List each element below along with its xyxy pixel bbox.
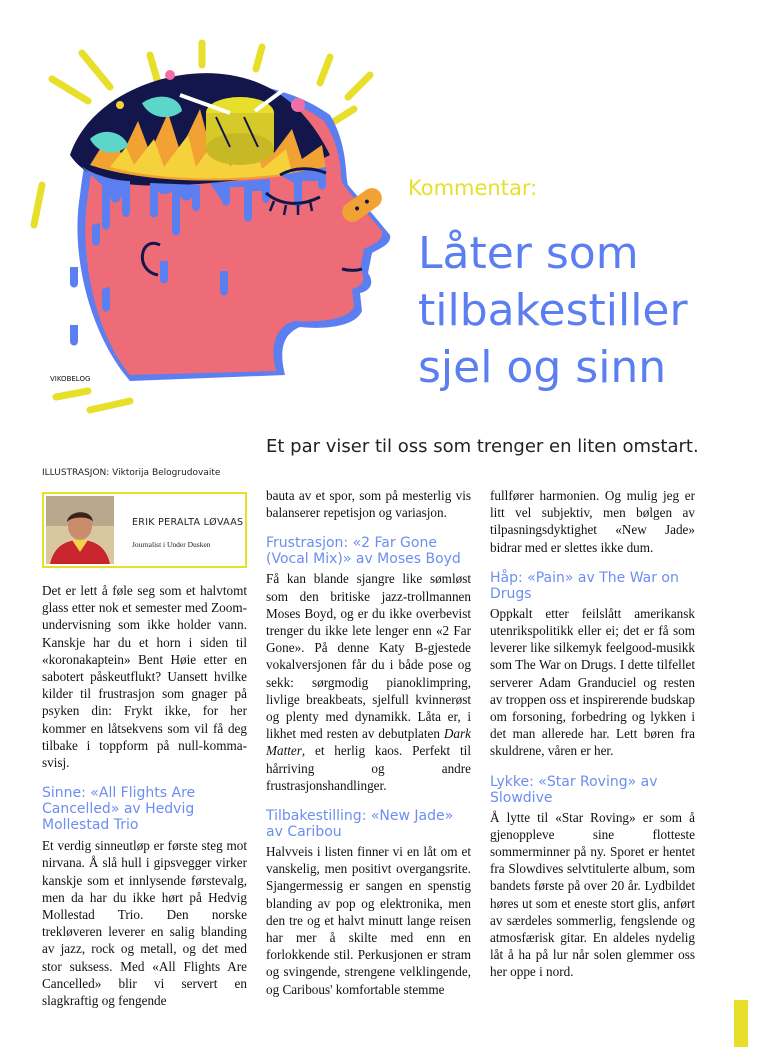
illustration-signature: VIKOBELOG [50,375,91,383]
section-body-lykke: Å lytte til «Star Roving» er som å gjenoppleve sine flotteste sommerminner på ny. Sporet er hentet fra Slowdives selvtitulerte album, som bandets første på over 20 år. Lydbildet høres ut som et eneste stort glis, anført av særdeles sommerlig, fengslende og atmosfærisk gitar. En aldeles nydelig låt å ha på lur når solen glemmer oss her oppe i nord. [490,809,695,980]
article-column-2 [266,487,471,998]
section-heading-sinne: Sinne: «All Flights Are Cancelled» av Hedvig Mollestad Trio [42,785,196,834]
avatar [46,496,114,564]
section-body-tilbakestilling-cont: fullfører harmonien. Og mulig jeg er litt vel subjektiv, men bølgen av tilpasningsdyktighet «New Jade» bidrar med er slettes ikke dum. [490,488,695,555]
section-body-tilbakestilling: Halvveis i listen finner vi en låt om et vanskelig, men positivt overgangsrite. Sjangermessig er sangen en spenstig blanding av pop og elektronika, men den tre og et halvt minutt lange reisen har mer å skilte med enn en forlokkende stil. Perkusjonen er stram og svingende, strengene velklingende, og Caribous' komfortable stemme [266,844,471,997]
section-body-sinne: Et verdig sinneutløp er første steg mot nirvana. Å slå hull i gipsvegger virker kanskje som et innlysende førstevalg, men da har du ikke hørt på Hedvig Mollestad Trio. Den norske trekløveren leverer en salig blanding av jazz, rock og metall, og det med stor suksess. Med «All Flights Are Cancelled» blir vi servert en slagkraftig og fengende [42,838,247,1009]
author-name: ERIK PERALTA LØVAAS [132,517,244,528]
author-box [42,492,247,568]
subtitle: Et par viser til oss som trenger en liten omstart. [266,436,699,457]
album-title: Dark Matter [266,726,471,759]
article-column-3 [490,487,695,981]
intro-paragraph: Det er lett å føle seg som et halvtomt glass etter nok et semester med Zoom-undervisning som ikke holder vann. Kanskje har du et horn i siden til «koronakaptein» Bent Høie etter en sabotert påskeutflukt? Uansett hvilke kilder til frustrasjon som gnager på psyken din: Frykt ikke, for her kommer en låtsekvens som vil få deg tilbake i toppform på null-komma-svisj. [42,583,247,771]
illustration-credit: ILLUSTRASJON: Viktorija Belogrudovaite [42,468,221,478]
section-body-sinne-cont: bauta av et spor, som på mesterlig vis balanserer repetisjon og variasjon. [266,488,471,521]
section-heading-lykke: Lykke: «Star Roving» av Slowdive [490,773,658,806]
section-heading-hap: Håp: «Pain» av The War on Drugs [490,569,679,602]
section-body-frustrasjon: Få kan blande sjangre like sømløst som den britiske jazz-trollmannen Moses Boyd, og er du ikke overbevist trenger du ikke lete lenger enn «2 Far Gone». På denne Katy B-gjestede vokalversjonen får du i både pose og sekk: sørgmodig pianoklimpring, livlige breakbeats, sjelfull kvinnerøst og plenty med dynamikk. Låta er, i likhet med resten av debutplaten Dark Matter, et herlig kaos. Perfekt til hårriving og andre frustrasjonshandlinger. [266,571,471,793]
headline: Låter som tilbakestiller sjel og sinn [418,228,688,393]
accent-bar [734,1000,748,1047]
section-body-hap: Oppkalt etter feilslått amerikansk utenrikspolitikk eller ei; det er få som leverer like silkemyk feelgood-musikk som The War on Drugs. I dette tilfellet serverer Adam Granduciel og resten av troppen oss et inspirerende budskap om forsoning, forbedring og lykken i det man allerede har. Lett børen fra skuldrene, våren er her. [490,605,695,759]
article-column-1 [42,582,247,1009]
section-heading-frustrasjon: Frustrasjon: «2 Far Gone (Vocal Mix)» av Moses Boyd [266,535,461,568]
kicker: Kommentar: [408,176,538,200]
section-heading-tilbakestilling: Tilbakestilling: «New Jade» av Caribou [266,808,454,841]
head-illustration [30,35,410,415]
section-page-label [724,880,754,1010]
author-role: Journalist i Under Dusken [132,540,211,549]
